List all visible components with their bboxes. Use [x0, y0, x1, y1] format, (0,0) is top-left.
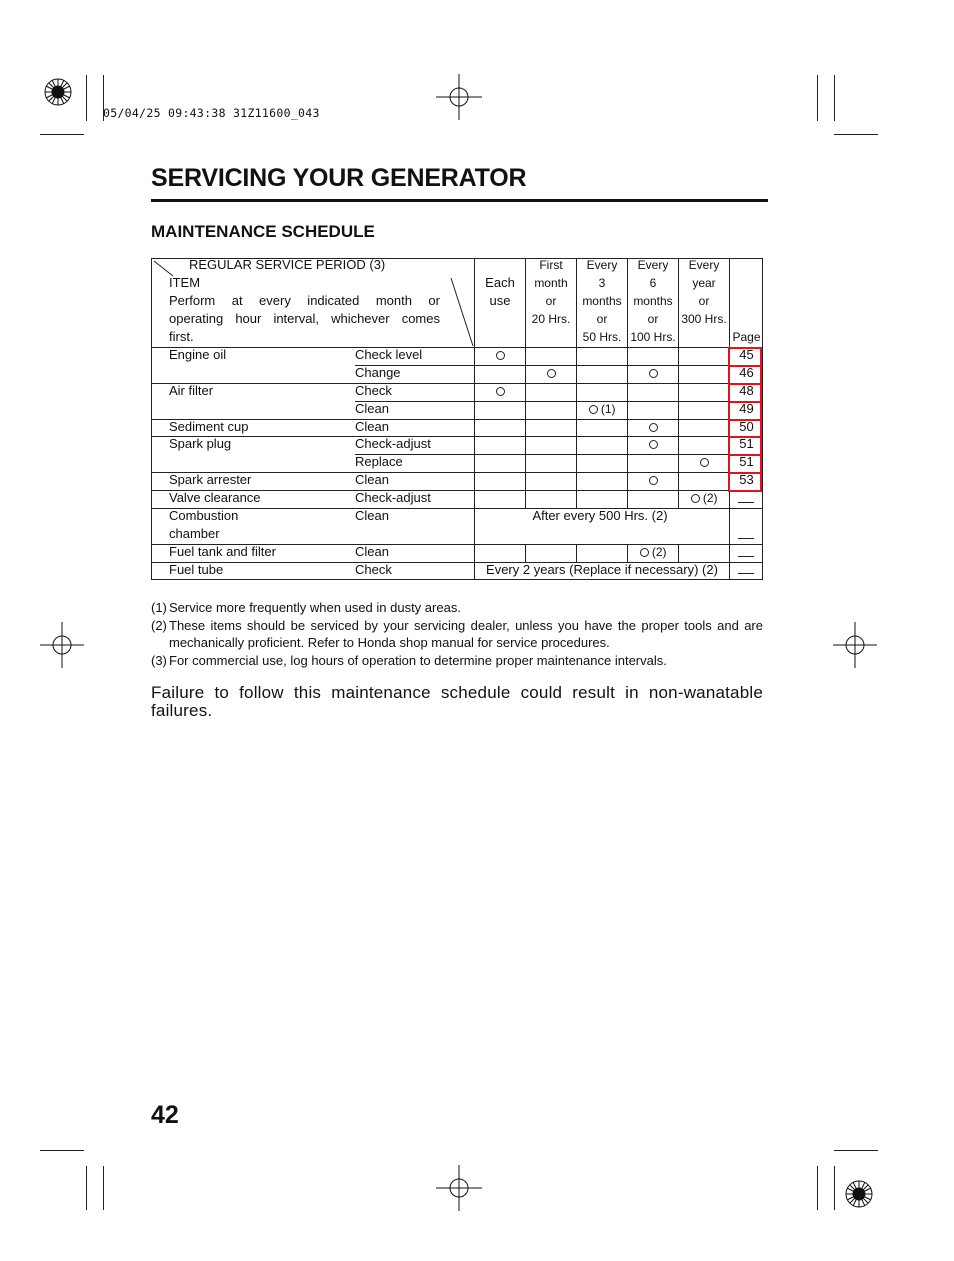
footnote-number: (2): [151, 617, 167, 633]
table-cell-item: Spark arrester: [169, 472, 252, 487]
table-cell-interval-note: After every 500 Hrs. (2): [532, 508, 668, 523]
table-cell-action: Clean: [355, 472, 389, 487]
mark-note: (2): [699, 491, 718, 505]
table-cell-mark: [526, 364, 576, 382]
header-item: ITEM: [169, 275, 201, 290]
print-timestamp: 05/04/25 09:43:38 31Z11600_043: [103, 106, 320, 120]
check-circle-icon: [589, 405, 598, 414]
footnote: [151, 599, 763, 617]
footnotes: [151, 599, 763, 669]
table-cell-page: 49: [739, 401, 754, 416]
footnote: [151, 652, 763, 670]
header-perform-line-2: operating hour interval, whichever comes: [169, 311, 440, 326]
table-cell-action: Clean: [355, 419, 389, 434]
page-dash: [738, 573, 754, 574]
check-circle-icon: [640, 548, 649, 557]
page-number: 42: [151, 1101, 179, 1129]
title-underline: [151, 199, 768, 202]
table-cell-item: chamber: [169, 526, 220, 541]
table-cell-mark: [475, 346, 525, 364]
table-cell-action: Check: [355, 383, 392, 398]
table-cell-mark: [628, 364, 678, 382]
crosshair-icon: [436, 1165, 482, 1211]
mark-note: (1): [597, 402, 616, 416]
table-cell-mark: [577, 400, 627, 418]
table-cell-action: Check: [355, 562, 392, 577]
table-cell-item: Air filter: [169, 383, 214, 398]
table-cell-page: 50: [739, 419, 754, 434]
check-circle-icon: [700, 458, 709, 467]
page-dash: [738, 538, 754, 539]
header-perform-line-3: first.: [169, 329, 194, 344]
crosshair-icon: [436, 74, 482, 120]
header-perform-line-1: Perform at every indicated month or: [169, 293, 440, 308]
table-cell-mark: [628, 471, 678, 489]
footnote-number: (3): [151, 652, 167, 668]
crosshair-icon: [40, 622, 84, 668]
crosshair-icon: [833, 622, 877, 668]
table-cell-page: 53: [739, 472, 754, 487]
table-cell-action: Check-adjust: [355, 436, 431, 451]
table-cell-mark: [628, 543, 678, 561]
footnote-text: For commercial use, log hours of operation to determine proper maintenance intervals.: [169, 652, 667, 668]
footnote: [151, 617, 763, 652]
check-circle-icon: [496, 351, 505, 360]
check-circle-icon: [649, 369, 658, 378]
table-cell-interval-note: Every 2 years (Replace if necessary) (2): [486, 562, 718, 577]
header-period-3-months: Every 3 months or 50 Hrs.: [582, 258, 622, 344]
table-cell-item: Spark plug: [169, 436, 232, 451]
table-cell-page: 51: [739, 454, 754, 469]
page-dash: [738, 502, 754, 503]
footnote-text: Service more frequently when used in dusty areas.: [169, 600, 461, 615]
table-cell-item: Valve clearance: [169, 490, 261, 505]
check-circle-icon: [649, 440, 658, 449]
page-title: SERVICING YOUR GENERATOR: [151, 164, 527, 192]
table-cell-page: 51: [739, 436, 754, 451]
header-period-first-month: First month or 20 Hrs.: [531, 258, 571, 326]
table-cell-item: Engine oil: [169, 347, 227, 362]
table-cell-action: Clean: [355, 401, 389, 416]
table-cell-mark: [679, 453, 729, 471]
header-page: Page: [732, 330, 761, 344]
warning-text: Failure to follow this maintenance schedule could result in non-wanatable failures.: [151, 683, 763, 720]
table-cell-mark: [628, 435, 678, 453]
check-circle-icon: [691, 494, 700, 503]
header-regular-service-period: REGULAR SERVICE PERIOD (3): [189, 257, 386, 272]
table-cell-page: 48: [739, 383, 754, 398]
check-circle-icon: [649, 423, 658, 432]
footnote-number: (1): [151, 600, 167, 615]
table-cell-action: Check level: [355, 347, 423, 362]
table-cell-page: 46: [739, 365, 754, 380]
header-period-each-use: Each use: [485, 275, 515, 308]
table-cell-item: Sediment cup: [169, 419, 249, 434]
mark-note: (2): [648, 545, 667, 559]
table-cell-action: Replace: [355, 454, 403, 469]
section-heading: MAINTENANCE SCHEDULE: [151, 222, 375, 241]
table-cell-action: Clean: [355, 508, 389, 523]
table-cell-action: Clean: [355, 544, 389, 559]
registration-burst-icon: [846, 1181, 872, 1207]
header-period-every-year: Every year or 300 Hrs.: [681, 258, 727, 326]
table-cell-action: Check-adjust: [355, 490, 431, 505]
check-circle-icon: [547, 369, 556, 378]
table-cell-action: Change: [355, 365, 401, 380]
check-circle-icon: [496, 387, 505, 396]
table-cell-item: Fuel tube: [169, 562, 224, 577]
registration-burst-icon: [45, 79, 71, 105]
check-circle-icon: [649, 476, 658, 485]
table-cell-item: Fuel tank and filter: [169, 544, 276, 559]
header-period-6-months: Every 6 months or 100 Hrs.: [630, 258, 676, 344]
table-cell-mark: [475, 382, 525, 400]
table-cell-page: 45: [739, 347, 754, 362]
maintenance-table: [151, 258, 763, 580]
table-cell-mark: [679, 489, 729, 507]
table-cell-item: Combustion: [169, 508, 239, 523]
table-cell-mark: [628, 418, 678, 436]
page-dash: [738, 556, 754, 557]
footnote-text: These items should be serviced by your servicing dealer, unless you have the proper tools and are mechanically proficient. Refer to Honda shop manual for service procedures.: [169, 617, 763, 650]
